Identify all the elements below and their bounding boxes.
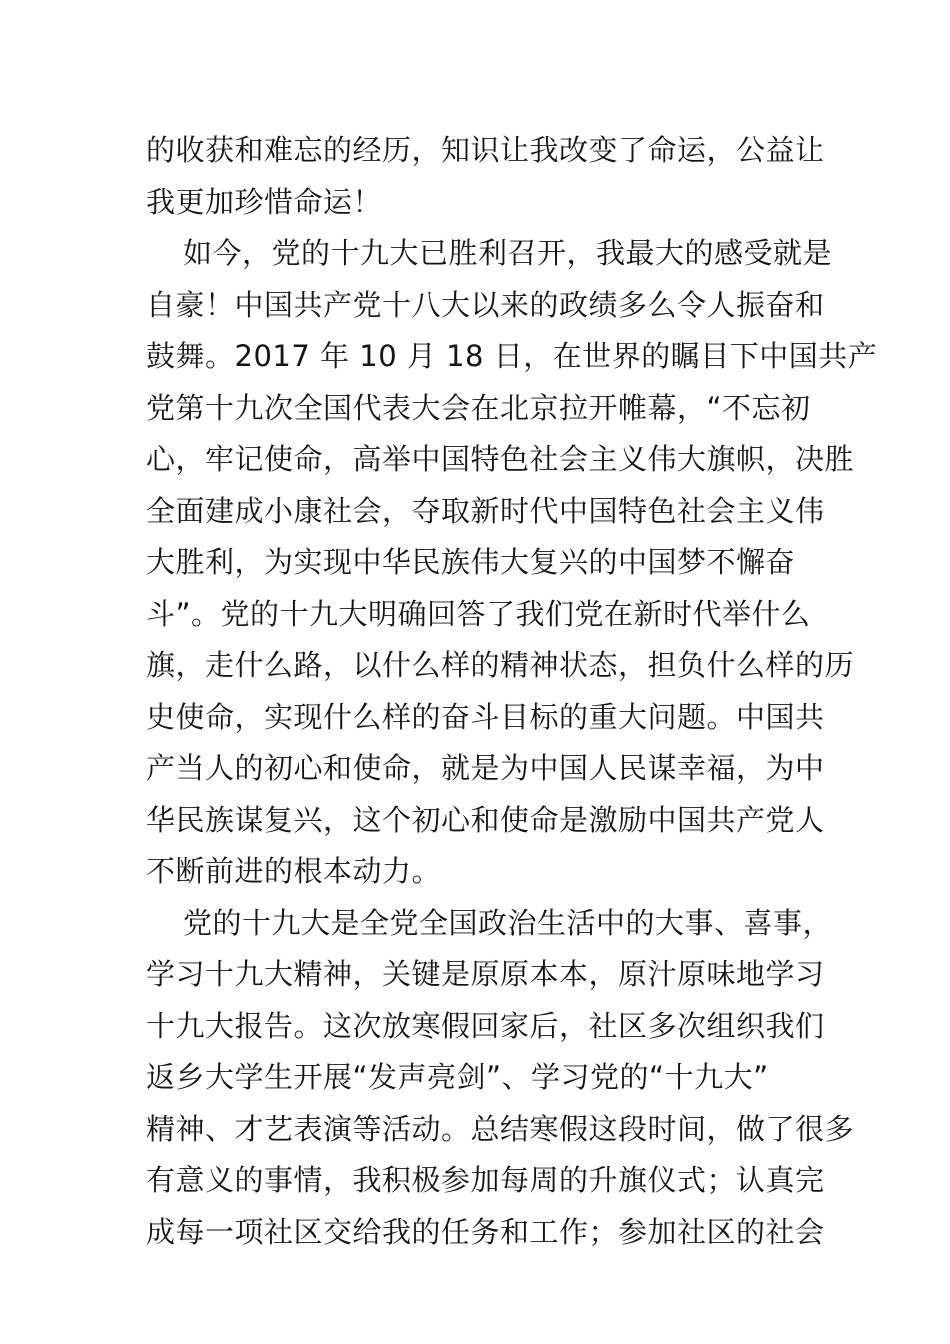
text-line: 有意义的事情，我积极参加每周的升旗仪式；认真完 [146,1163,825,1197]
text-line: 十九大报告。这次放寒假回家后，社区多次组织我们 [146,1008,825,1043]
text-line: 史使命，实现什么样的奋斗目标的重大问题。中国共 [146,699,825,734]
text-line: 精神、才艺表演等活动。总结寒假这段时间，做了很多 [146,1111,855,1146]
text-line: 鼓舞。2017 年 10 月 18 日，在世界的瞩目下中国共产 [146,339,878,373]
text-line: 我更加珍惜命运！ [146,184,383,219]
text-line: 的收获和难忘的经历，知识让我改变了命运，公益让 [146,133,825,167]
document-body [146,125,878,1258]
text-line: 党第十九次全国代表大会在北京拉开帷幕，“不忘初 [146,390,811,425]
text-line: 自豪！中国共产党十八大以来的政绩多么令人振奋和 [146,287,825,322]
text-line: 大胜利，为实现中华民族伟大复兴的中国梦不懈奋 [146,545,796,579]
paragraph-start-line: 党的十九大是全党全国政治生活中的大事、喜事， [183,905,833,940]
text-line: 全面建成小康社会，夺取新时代中国特色社会主义伟 [146,493,825,528]
text-line: 返乡大学生开展“发声亮剑”、学习党的“十九大” [146,1060,769,1094]
text-line: 旗，走什么路，以什么样的精神状态，担负什么样的历 [146,648,855,682]
text-line: 心，牢记使命，高举中国特色社会主义伟大旗帜，决胜 [146,442,855,476]
text-line: 斗”。党的十九大明确回答了我们党在新时代举什么 [146,596,811,631]
text-line: 产当人的初心和使命，就是为中国人民谋幸福，为中 [146,751,825,785]
text-line: 不断前进的根本动力。 [146,854,442,888]
paragraph-start-line: 如今，党的十九大已胜利召开，我最大的感受就是 [183,236,833,270]
text-line: 学习十九大精神，关键是原原本本，原汁原味地学习 [146,957,825,991]
text-line: 华民族谋复兴，这个初心和使命是激励中国共产党人 [146,802,825,837]
text-line: 成每一项社区交给我的任务和工作；参加社区的社会 [146,1214,825,1249]
